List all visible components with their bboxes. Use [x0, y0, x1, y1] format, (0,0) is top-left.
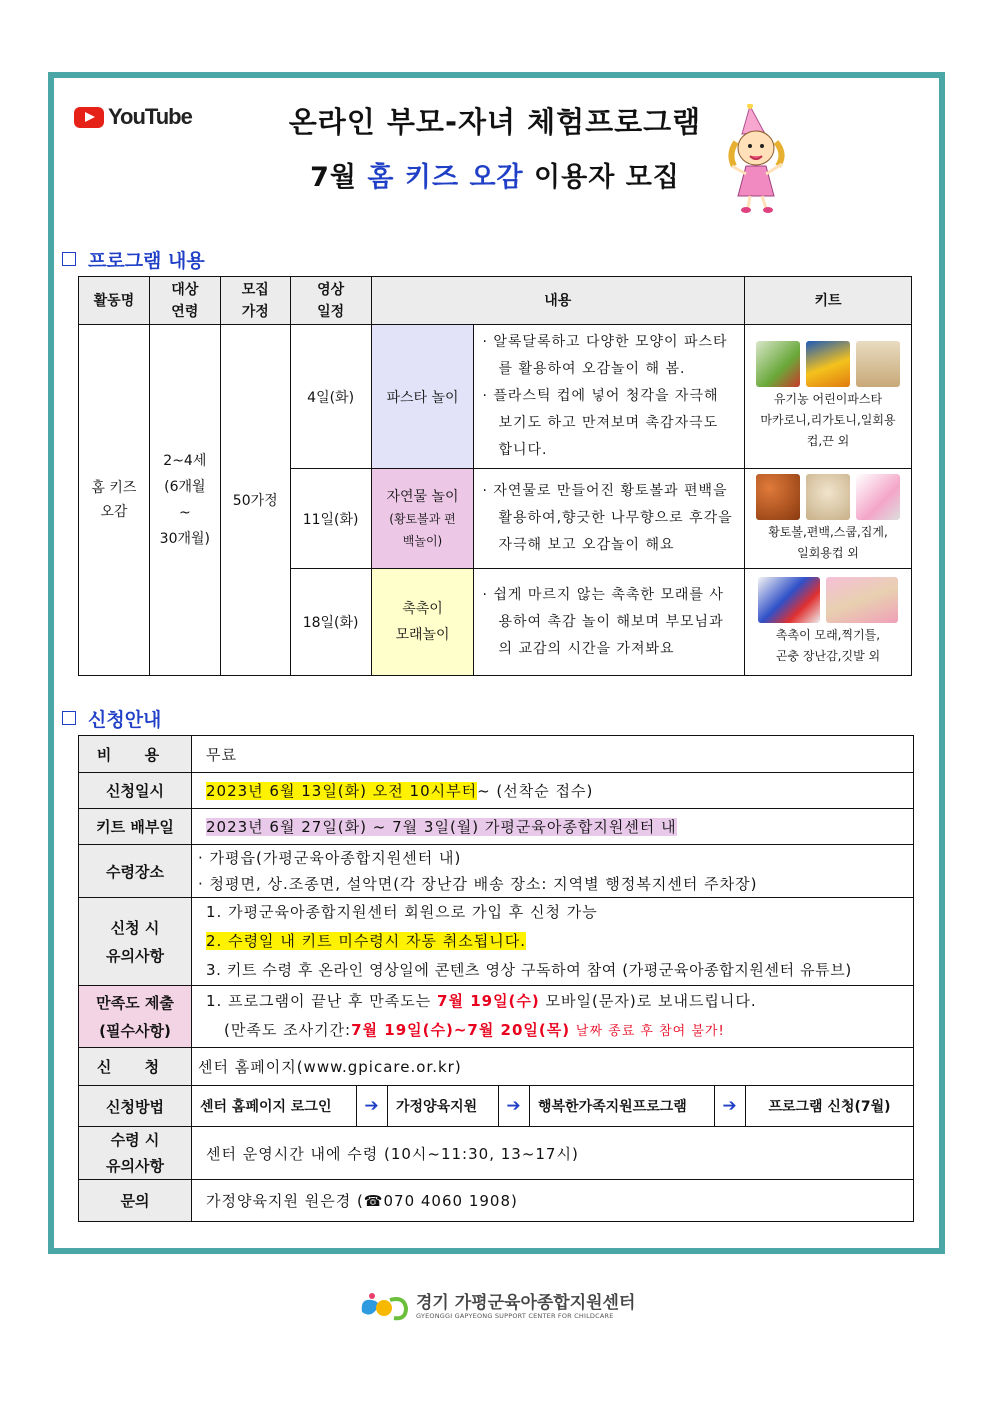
info-row-period: [79, 773, 914, 809]
activity-name-cell: 자연물 놀이 (황토볼과 편백놀이): [371, 469, 474, 569]
step-program-apply: 프로그램 신청(7월): [768, 1099, 891, 1115]
survey-label: 만족도 제출 (필수사항): [79, 986, 192, 1048]
info-row-survey: [79, 986, 914, 1048]
step-homepage-login: 센터 홈페이지 로그인: [192, 1086, 357, 1126]
survey-value: 1. 프로그램이 끝난 후 만족도는 7월 19일(수) 모바일(문자)로 보내드립니다. (만족도 조사기간:7월 19일(수)~7월 20일(목) 날짜 종료 후 참여 불가!: [192, 986, 914, 1048]
info-row-apply: [79, 1048, 914, 1086]
info-row-place: [79, 845, 914, 898]
description-cell: · 알록달록하고 다양한 모양이 파스타를 활용하여 오감놀이 해 봄. · 플라스틱 컵에 넣어 청각을 자극해 보기도 하고 만져보며 촉감자극도 합니다.: [474, 325, 745, 469]
family-cell: 50가정: [220, 325, 290, 676]
date-cell: 18일(화): [290, 569, 371, 676]
program-table: [78, 276, 912, 676]
activity-name-cell: 촉촉이 모래놀이: [371, 569, 474, 676]
header-date: 영상 일정: [290, 277, 371, 325]
footer-center-english: GYEONGGI GAPYEONG SUPPORT CENTER FOR CHILDCARE: [416, 1312, 614, 1320]
youtube-logo: [74, 104, 192, 130]
date-cell: 11일(화): [290, 469, 371, 569]
step-family-program: 행복한가족지원프로그램: [530, 1086, 715, 1126]
header-age: 대상 연령: [149, 277, 220, 325]
footer-center-name: 경기 가평군육아종합지원센터: [416, 1293, 636, 1313]
method-steps: [192, 1086, 914, 1127]
info-row-receive: [79, 1127, 914, 1180]
sand-molds-image: [826, 577, 898, 623]
arrow-right-icon: ➔: [357, 1086, 388, 1126]
page-title: 온라인 부모-자녀 체험프로그램: [288, 105, 702, 139]
info-row-fee: [79, 736, 914, 773]
info-row-notice: [79, 898, 914, 986]
contact-label: 문의: [79, 1180, 192, 1222]
fee-value: 무료: [192, 736, 914, 773]
notice-label: 신청 시 유의사항: [79, 898, 192, 986]
receive-value: 센터 운영시간 내에 수령 (10시~11:30, 13~17시): [192, 1127, 914, 1180]
scoop-tongs-image: [856, 474, 900, 520]
method-label: 신청방법: [79, 1086, 192, 1127]
kit-date-value: 2023년 6월 27일(화) ~ 7월 3일(월) 가평군육아종합지원센터 내: [192, 809, 914, 845]
period-label: 신청일시: [79, 773, 192, 809]
activity-name-cell: 파스타 놀이: [371, 325, 474, 469]
receive-label: 수령 시 유의사항: [79, 1127, 192, 1180]
cypress-chip-image: [806, 474, 850, 520]
flags-image: [758, 577, 820, 623]
pasta-box-image: [756, 341, 800, 387]
header-content: 내용: [371, 277, 744, 325]
fee-label: 비 용: [79, 736, 192, 773]
table-header-row: [79, 277, 912, 325]
header-activity: 활동명: [79, 277, 150, 325]
clay-ball-image: [756, 474, 800, 520]
contact-value: 가정양육지원 원은경 (☎070 4060 1908): [192, 1180, 914, 1222]
party-girl-illustration: [720, 104, 800, 214]
kit-date-label: 키트 배부일: [79, 809, 192, 845]
kit-cell: 촉촉이 모래,찍기틀, 곤충 장난감,깃발 외: [745, 569, 912, 676]
description-cell: · 자연물로 만들어진 황토볼과 편백을 활용하여,향긋한 나무향으로 후각을 자극해 보고 오감놀이 해요: [474, 469, 745, 569]
apply-value: 센터 홈페이지(www.gpicare.or.kr): [192, 1048, 914, 1086]
description-cell: · 쉽게 마르지 않는 촉촉한 모래를 사용하여 촉감 놀이 해보며 부모님과의 교감의 시간을 가져봐요: [474, 569, 745, 676]
kit-cell: 황토볼,편백,스쿱,집게, 일회용컵 외: [745, 469, 912, 569]
place-label: 수령장소: [79, 845, 192, 898]
info-row-method: [79, 1086, 914, 1127]
age-cell: 2~4세 (6개월 ~ 30개월): [149, 325, 220, 676]
rigatoni-bag-image: [856, 341, 900, 387]
macaroni-bag-image: [806, 341, 850, 387]
center-logo-icon: [358, 1290, 410, 1324]
checkbox-square-icon: [62, 252, 76, 266]
date-cell: 4일(화): [290, 325, 371, 469]
footer-logo: [358, 1290, 635, 1324]
info-row-contact: [79, 1180, 914, 1222]
place-value: · 가평읍(가평군육아종합지원센터 내) · 청평면, 상.조종면, 설악면(각 장난감 배송 장소: 지역별 행정복지센터 주차장): [192, 845, 914, 898]
apply-label: 신 청: [79, 1048, 192, 1086]
arrow-right-icon: ➔: [715, 1086, 746, 1126]
youtube-text: YouTube: [108, 104, 192, 129]
section-heading-apply: 신청안내: [62, 705, 161, 732]
info-row-kit: [79, 809, 914, 845]
period-value: 2023년 6월 13일(화) 오전 10시부터~ (선착순 접수): [192, 773, 914, 809]
arrow-right-icon: ➔: [499, 1086, 530, 1126]
kit-cell: 유기농 어린이파스타 마카로니,리가토니,일회용 컵,끈 외: [745, 325, 912, 469]
step-home-parenting: 가정양육지원: [388, 1086, 499, 1126]
youtube-play-icon: [74, 107, 104, 128]
section-heading-program: 프로그램 내용: [62, 246, 205, 273]
header-kit: 키트: [745, 277, 912, 325]
table-row: [79, 325, 912, 469]
activity-cell: 홈 키즈 오감: [79, 325, 150, 676]
application-info-table: [78, 735, 914, 1222]
header-family: 모집 가정: [220, 277, 290, 325]
checkbox-square-icon: [62, 711, 76, 725]
page-subtitle: 7월 홈 키즈 오감 이용자 모집: [310, 162, 680, 193]
notice-value: 1. 가평군육아종합지원센터 회원으로 가입 후 신청 가능 2. 수령일 내 키트 미수령시 자동 취소됩니다. 3. 키트 수령 후 온라인 영상일에 콘텐츠 영상 구독하여 참여 (가평군육아종합지원센터 유튜브): [192, 898, 914, 986]
